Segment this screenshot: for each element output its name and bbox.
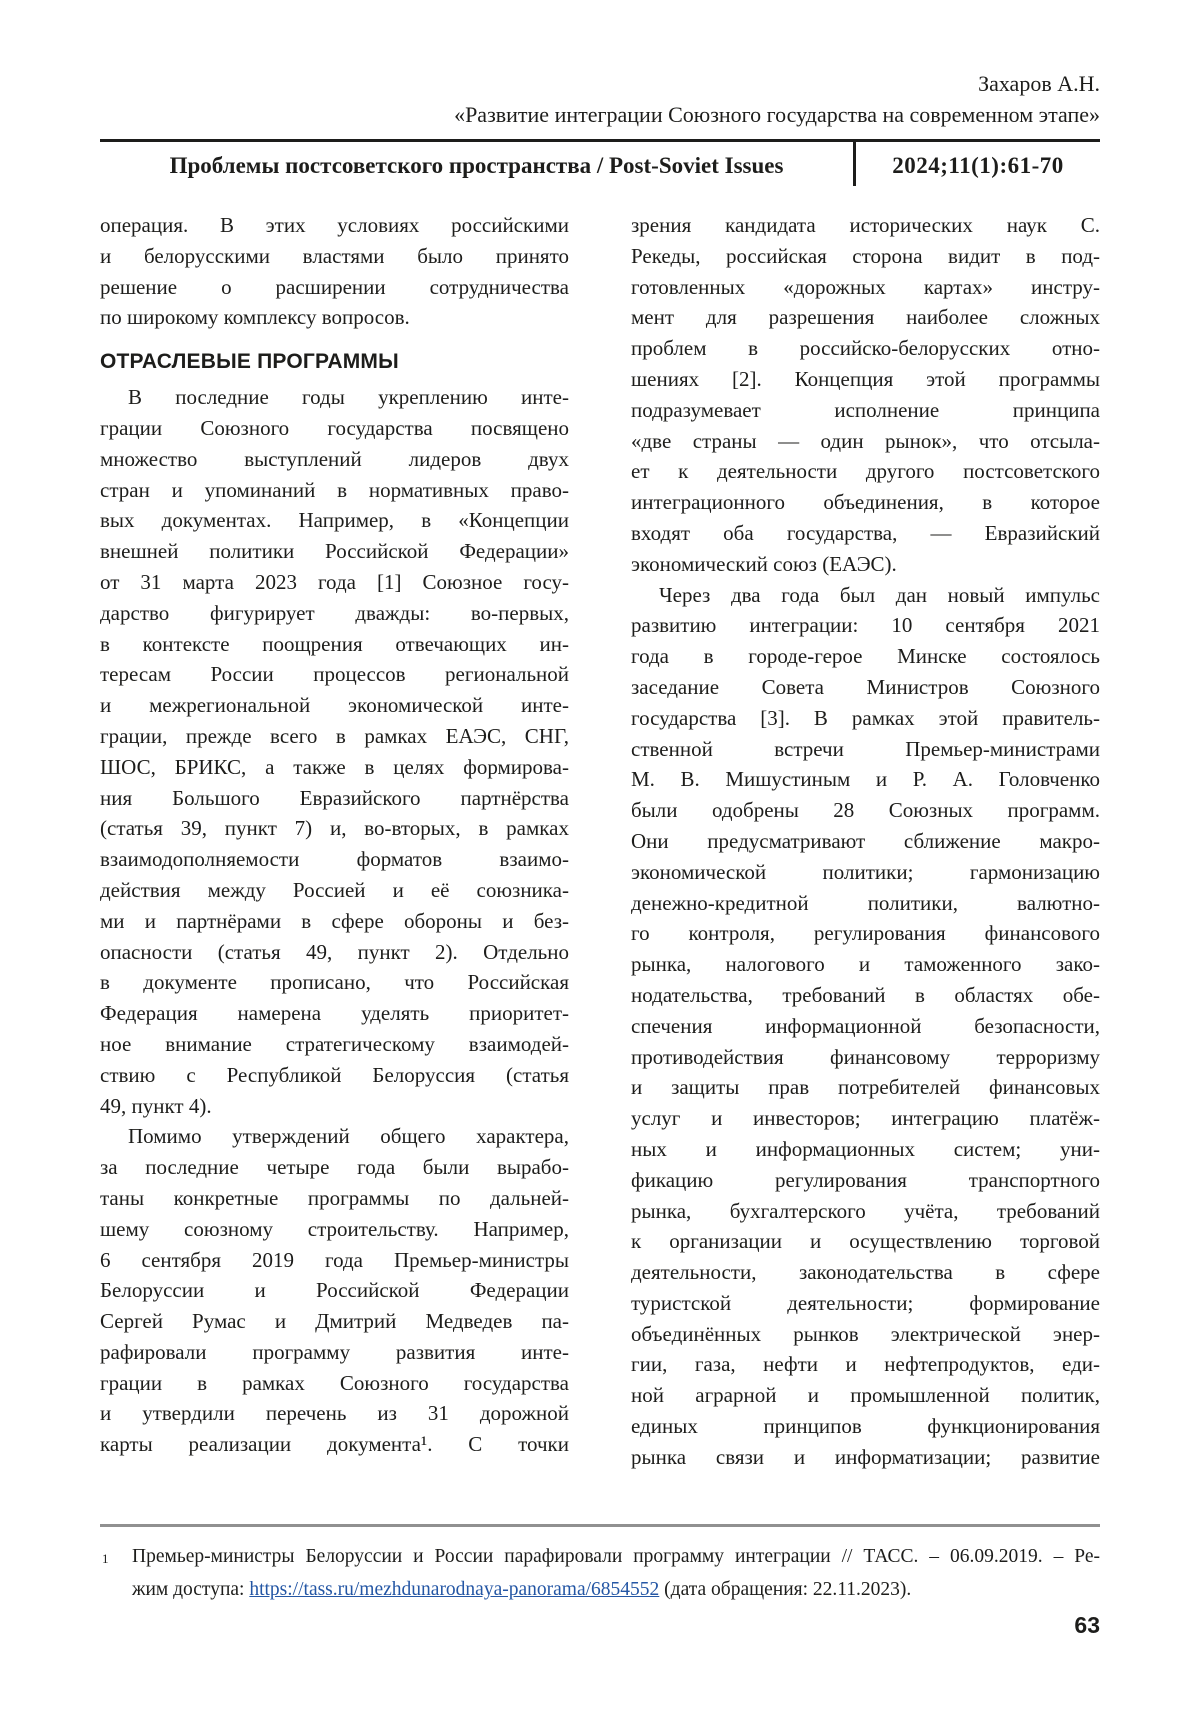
footnote-zone	[100, 1524, 1100, 1606]
text-line: года в городе-герое Минске состоялось	[631, 644, 1100, 669]
text-line: и межрегиональной экономической инте-	[100, 693, 569, 718]
text-line: шему союзному строительству. Например,	[100, 1216, 569, 1241]
text-line: к организации и осуществлению торговой	[631, 1229, 1100, 1254]
text-line: ми и партнёрами в сфере обороны и без-	[100, 908, 569, 933]
text-line: Белоруссии и Российской Федерации	[100, 1278, 569, 1303]
text-line: рынка связи и информатизации; развитие	[631, 1444, 1100, 1469]
text-line: таны конкретные программы по дальней-	[100, 1185, 569, 1210]
text-line: ственной встречи Премьер-министрами	[631, 736, 1100, 761]
text-line: грации в рамках Союзного государства	[100, 1370, 569, 1395]
text-line: мент для разрешения наиболее сложных	[631, 305, 1100, 330]
text-line: нодательства, требований в областях обе-	[631, 982, 1100, 1007]
text-line: 49, пункт 4).	[100, 1093, 212, 1118]
text-line: карты реализации документа¹. С точки	[100, 1432, 569, 1457]
text-line: стран и упоминаний в нормативных право-	[100, 477, 569, 502]
text-line: в документе прописано, что Российская	[100, 970, 569, 995]
text-line: множество выступлений лидеров двух	[100, 446, 569, 471]
text-line: Через два года был дан новый импульс	[659, 582, 1100, 607]
footnote-text-before-link: жим доступа:	[132, 1579, 250, 1600]
text-line: взаимодополняемости форматов взаимо-	[100, 847, 569, 872]
text-line: (статья 39, пункт 7) и, во-вторых, в рамках	[100, 816, 569, 841]
text-line: Они предусматривают сближение макро-	[631, 828, 1100, 853]
text-line: грации, прежде всего в рамках ЕАЭС, СНГ,	[100, 723, 569, 748]
footnote-rule	[100, 1524, 1100, 1527]
text-line: деятельности, законодательства в сфере	[631, 1260, 1100, 1285]
text-line: проблем в российско-белорусских отно-	[631, 336, 1100, 361]
text-line: и утвердили перечень из 31 дорожной	[100, 1401, 569, 1426]
text-line: рафировали программу развития инте-	[100, 1339, 569, 1364]
text-line: объединённых рынков электрической энер-	[631, 1321, 1100, 1346]
text-line: денежно-кредитной политики, валютно-	[631, 890, 1100, 915]
text-line: и белорусскими властями было принято	[100, 243, 569, 268]
text-line: рынка, бухгалтерского учёта, требований	[631, 1198, 1100, 1223]
text-line: действия между Россией и её союзника-	[100, 877, 569, 902]
text-line: шениях [2]. Концепция этой программы	[631, 366, 1100, 391]
text-line: 6 сентября 2019 года Премьер-министры	[100, 1247, 569, 1272]
text-line: за последние четыре года были вырабо-	[100, 1155, 569, 1180]
text-line: Помимо утверждений общего характера,	[128, 1124, 569, 1149]
text-line: фикацию регулирования транспортного	[631, 1167, 1100, 1192]
text-line: единых принципов функционирования	[631, 1414, 1100, 1439]
text-line: гии, газа, нефти и нефтепродуктов, еди-	[631, 1352, 1100, 1377]
section-heading: ОТРАСЛЕВЫЕ ПРОГРАММЫ	[100, 350, 399, 374]
text-line: интеграционного объединения, в которое	[631, 490, 1100, 515]
text-line: ния Большого Евразийского партнёрства	[100, 785, 569, 810]
text-line: грации Союзного государства посвящено	[100, 415, 569, 440]
text-line: развитию интеграции: 10 сентября 2021	[631, 613, 1100, 638]
left-column	[100, 210, 569, 1473]
text-line: М. В. Мишустиным и Р. А. Головченко	[631, 767, 1100, 792]
text-line: ствию с Республикой Белоруссия (статья	[100, 1062, 569, 1087]
text-line: рынка, налогового и таможенного зако-	[631, 952, 1100, 977]
text-line: вых документах. Например, в «Концепции	[100, 508, 569, 533]
text-line: от 31 марта 2023 года [1] Союзное госу-	[100, 569, 569, 594]
running-head-author: Захаров А.Н.	[978, 71, 1100, 96]
text-line: решение о расширении сотрудничества	[100, 274, 569, 299]
running-head-article-title: «Развитие интеграции Союзного государства на современном этапе»	[454, 102, 1100, 127]
text-line: входят оба государства, — Евразийский	[631, 520, 1100, 545]
text-line: ной аграрной и промышленной политик,	[631, 1383, 1100, 1408]
text-line: тересам России процессов региональной	[100, 662, 569, 687]
footnote-marker: 1	[102, 1551, 109, 1566]
text-line: в контексте поощрения отвечающих ин-	[100, 631, 569, 656]
journal-title: Проблемы постсоветского пространства / Post-Soviet Issues	[169, 152, 784, 178]
journal-bar	[100, 142, 1100, 189]
text-line: ет к деятельности другого постсоветского	[631, 459, 1100, 484]
text-line: туристской деятельности; формирование	[631, 1290, 1100, 1315]
text-line: го контроля, регулирования финансового	[631, 921, 1100, 946]
text-line: опасности (статья 49, пункт 2). Отдельно	[100, 939, 569, 964]
text-line: были одобрены 28 Союзных программ.	[631, 798, 1100, 823]
text-line: противодействия финансовому терроризму	[631, 1044, 1100, 1069]
text-line: заседание Совета Министров Союзного	[631, 674, 1100, 699]
text-line: Рекеды, российская сторона видит в под-	[631, 243, 1100, 268]
footnote-link[interactable]: https://tass.ru/mezhdunarodnaya-panorama/6854552	[249, 1579, 660, 1600]
text-line: операция. В этих условиях российскими	[100, 213, 569, 237]
text-line: «две страны — один рынок», что отсыла-	[631, 428, 1100, 453]
text-line: услуг и инвесторов; интеграцию платёж-	[631, 1106, 1100, 1131]
footnote-line: Премьер-министры Белоруссии и России парафировали программу интеграции // ТАСС. – 06.09.2019. – Ре-	[132, 1546, 1100, 1567]
text-line: дарство фигурирует дважды: во-первых,	[100, 600, 569, 625]
text-line: по широкому комплексу вопросов.	[100, 305, 410, 330]
text-line: подразумевает исполнение принципа	[631, 397, 1100, 422]
article-body	[100, 210, 1100, 1473]
text-line: спечения информационной безопасности,	[631, 1013, 1100, 1038]
footnote-text	[132, 1540, 1100, 1606]
text-line: ное внимание стратегическому взаимодей-	[100, 1031, 569, 1056]
footnote	[100, 1540, 1100, 1606]
text-line: и защиты прав потребителей финансовых	[631, 1075, 1100, 1100]
text-line: Сергей Румас и Дмитрий Медведев па-	[100, 1309, 569, 1334]
text-line: готовленных «дорожных картах» инстру-	[631, 274, 1100, 299]
text-line: экономической политики; гармонизацию	[631, 859, 1100, 884]
text-line: ШОС, БРИКС, а также в целях формирова-	[100, 754, 569, 779]
text-line: внешней политики Российской Федерации»	[100, 539, 569, 564]
page-number: 63	[1074, 1612, 1100, 1638]
text-line: Федерация намерена уделять приоритет-	[100, 1001, 569, 1026]
text-line: В последние годы укреплению инте-	[128, 385, 569, 410]
running-head	[100, 0, 1100, 130]
text-line: государства [3]. В рамках этой правитель-	[631, 705, 1100, 730]
footnote-text-after-link: (дата обращения: 22.11.2023).	[659, 1579, 912, 1600]
footnote-line	[132, 1573, 1100, 1606]
text-line: экономический союз (ЕАЭС).	[631, 551, 897, 576]
right-column	[631, 210, 1100, 1473]
text-line: ных и информационных систем; уни-	[631, 1136, 1100, 1161]
text-line: зрения кандидата исторических наук С.	[631, 213, 1100, 237]
issue-info: 2024;11(1):61-70	[892, 152, 1064, 178]
